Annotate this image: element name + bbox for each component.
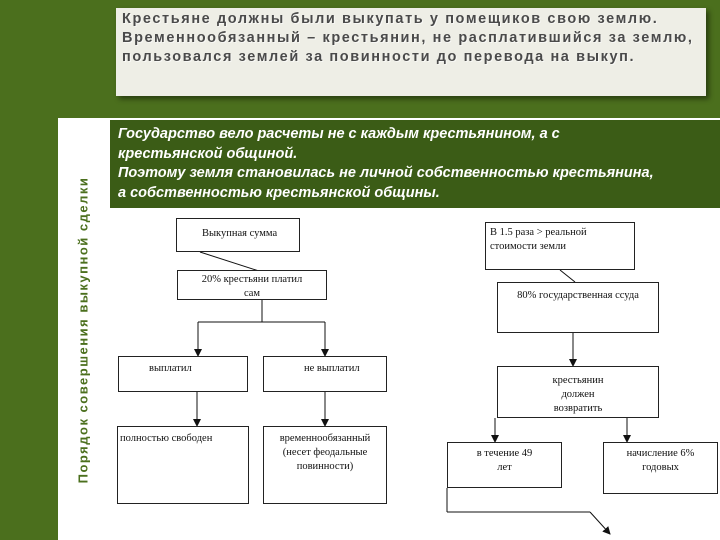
temporarily-obliged-label: временнообязанный (несет феодальные повинности) — [279, 433, 371, 472]
ransom-ratio-box — [485, 222, 635, 270]
connector-line — [560, 270, 575, 282]
not-paid-label: не выплатил — [304, 363, 360, 374]
must-return-label: крестьянин должен возвратить — [552, 375, 604, 414]
side-label: Порядок совершения выкупной сделки — [75, 176, 91, 484]
subtitle-line: Государство вело расчеты не с каждым крестьянином, а с — [118, 126, 560, 142]
peasant-share-box — [177, 270, 327, 300]
within-49-years-box — [447, 442, 562, 488]
subtitle-line: крестьянской общиной. — [118, 145, 298, 162]
subtitle-line: а собственностью крестьянской общины. — [118, 184, 440, 201]
paid-box — [118, 356, 248, 392]
interest-label: начисление 6% годовых — [626, 448, 695, 473]
interest-box — [603, 442, 718, 494]
fully-free-label: полностью свободен — [120, 433, 213, 444]
slide-title: Крестьяне должны были выкупать у помещиков свою землю. Временнообязанный – крестьянин, не расплатившийся за землю, пользовался землей за повинности до перевода на выкуп. — [122, 11, 694, 65]
connector-arrow — [590, 512, 610, 534]
fully-free-box — [117, 426, 249, 504]
not-paid-box — [263, 356, 387, 392]
state-loan-label: 80% государственная ссуда — [517, 290, 639, 301]
ransom-ratio-label: В 1.5 раза > реальной стоимости земли — [490, 227, 587, 252]
must-return-box — [497, 366, 659, 418]
ransom-sum-label: Выкупная сумма — [202, 228, 278, 239]
peasant-share-label: 20% крестьяни платил сам — [201, 274, 303, 299]
subtitle-line: Поэтому земля становилась не личной собственностью крестьянина, — [118, 165, 654, 181]
paid-label: выплатил — [149, 363, 192, 374]
connector-line — [200, 252, 262, 272]
within-49-years-label: в течение 49 лет — [476, 448, 533, 473]
state-loan-box — [497, 282, 659, 333]
temporarily-obliged-box — [263, 426, 387, 504]
